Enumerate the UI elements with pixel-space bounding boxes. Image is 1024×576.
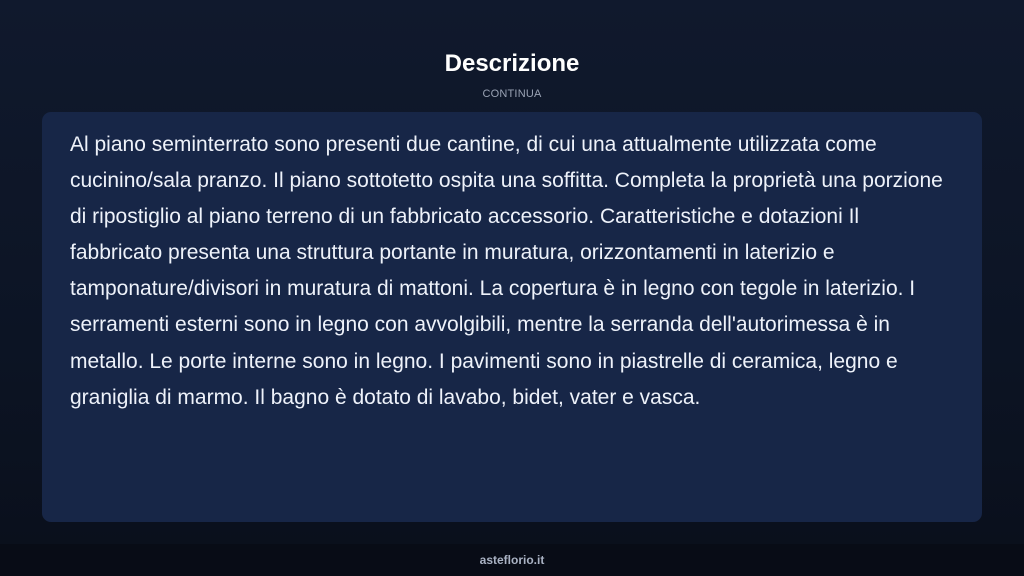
description-text: Al piano seminterrato sono presenti due cantine, di cui una attualmente utilizzata come cucinino/sala pranzo. Il piano sottotetto ospita una soffitta. Completa la proprietà una porzione di ripostiglio al piano terreno di un fabbricato accessorio. Caratteristiche e dotazioni Il fabbricato presenta una struttura portante in muratura, orizzontamenti in laterizio e tamponature/divisori in muratura di mattoni. La copertura è in legno con tegole in laterizio. I serramenti esterni sono in legno con avvolgibili, mentre la serranda dell'autorimessa è in metallo. Le porte interne sono in legno. I pavimenti sono in piastrelle di ceramica, legno e graniglia di marmo. Il bagno è dotato di lavabo, bidet, vater e vasca. bbox=[70, 133, 943, 409]
footer-site-label: asteflorio.it bbox=[479, 553, 545, 567]
footer-bar bbox=[0, 544, 1024, 576]
description-card bbox=[42, 112, 982, 522]
continua-label: CONTINUA bbox=[482, 88, 542, 100]
page-title: Descrizione bbox=[444, 50, 580, 77]
slide-header bbox=[0, 48, 1024, 101]
